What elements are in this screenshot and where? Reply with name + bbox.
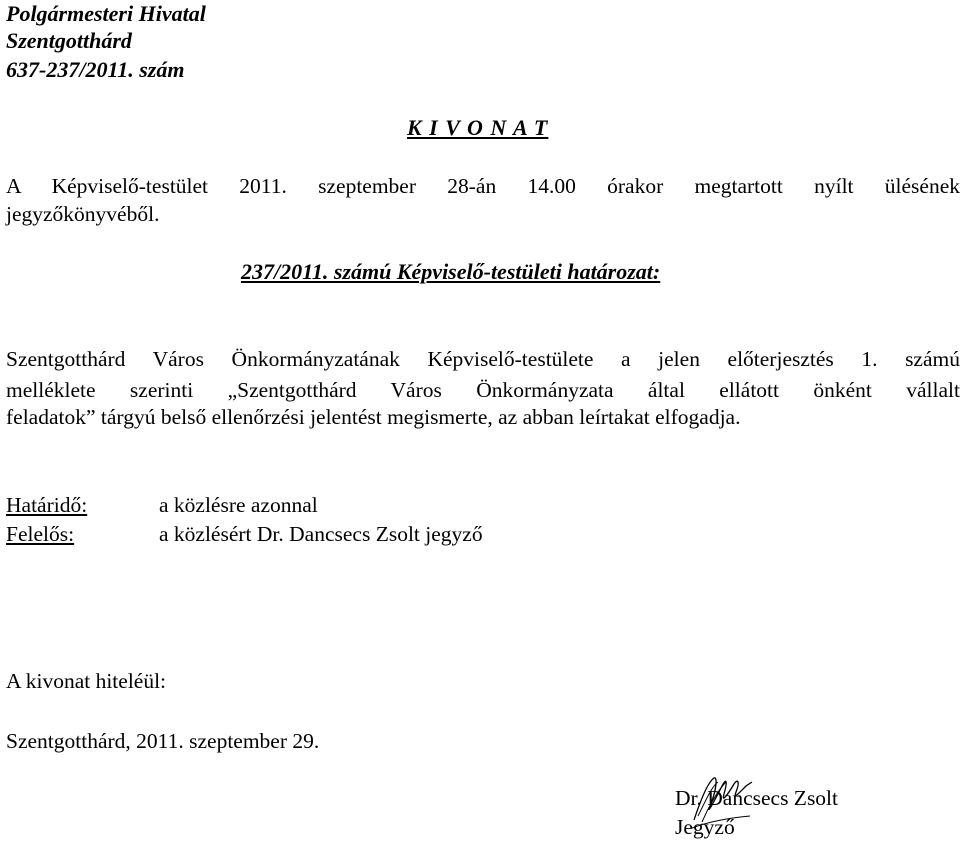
responsible-label: Felelős: — [6, 522, 75, 546]
intro-line-2: jegyzőkönyvéből. — [6, 202, 160, 226]
signatory-title: Jegyző — [675, 815, 735, 839]
deadline-value: a közlésre azonnal — [159, 493, 318, 517]
office-name: Polgármesteri Hivatal — [6, 1, 206, 26]
resolution-line-1: Szentgotthárd Város Önkormányzatának Képviselő-testülete a jelen előterjesztés 1. számú — [6, 347, 960, 371]
reference-number: 637-237/2011. szám — [6, 57, 185, 82]
responsible-value: a közlésért Dr. Dancsecs Zsolt jegyző — [159, 522, 483, 546]
resolution-line-2: melléklete szerinti „Szentgotthárd Város Önkormányzata által ellátott önként vállalt — [6, 378, 960, 402]
signatory-name: Dr. Dancsecs Zsolt — [675, 786, 839, 810]
handwritten-signature — [688, 772, 758, 832]
document-title: K I V O N A T — [407, 115, 549, 140]
town-name: Szentgotthárd — [6, 28, 132, 53]
intro-line-1: A Képviselő-testület 2011. szeptember 28-án 14.00 órakor megtartott nyílt ülésének — [6, 174, 960, 198]
resolution-line-3: feladatok” tárgyú belső ellenőrzési jelentést megismerte, az abban leírtakat elfogadja. — [6, 405, 741, 429]
place-and-date: Szentgotthárd, 2011. szeptember 29. — [6, 729, 320, 753]
deadline-label: Határidő: — [6, 493, 88, 517]
certification-label: A kivonat hiteléül: — [6, 669, 167, 693]
resolution-title: 237/2011. számú Képviselő-testületi határozat: — [241, 259, 661, 284]
